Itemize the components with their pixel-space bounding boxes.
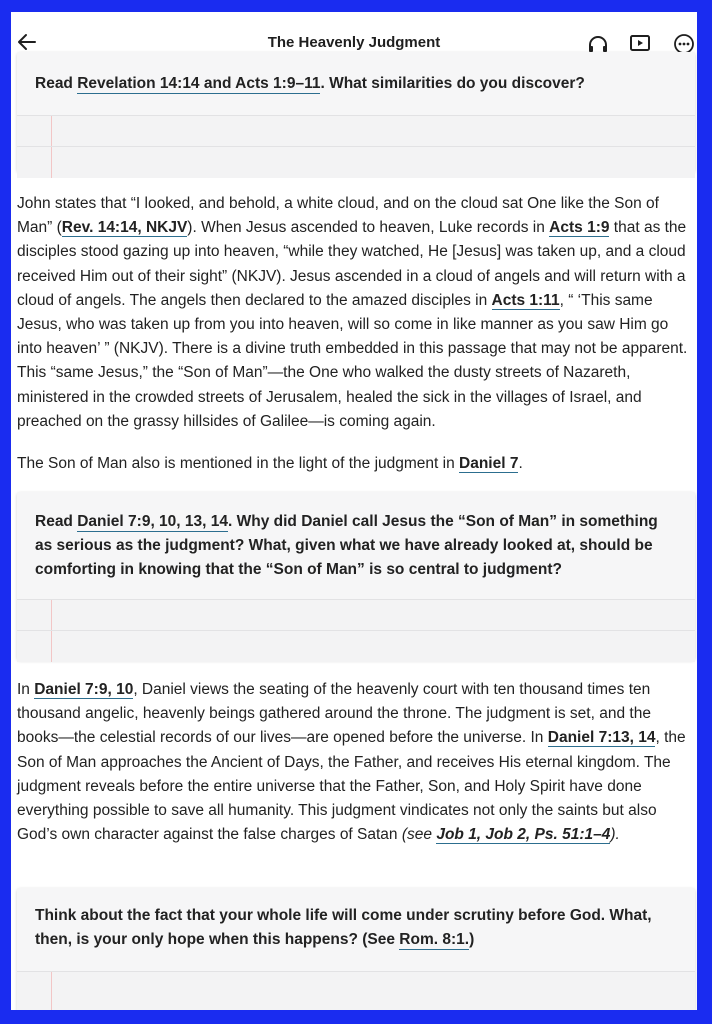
scripture-link[interactable]: Rev. 14:14, NKJV bbox=[61, 219, 188, 237]
body-paragraph: In Daniel 7:9, 10, Daniel views the seating of the heavenly court with ten thousand times ten thousand angelic, heavenly beings gathered around the throne. The judgment is set, and the books—the celestial records of our lives—are opened before the universe. In Daniel 7:13, 14, the Son of Man approaches the Ancient of Days, the Father, and receives His eternal kingdom. The judgment reveals before the entire universe that the Father, Son, and Holy Spirit have done everything possible to save all humanity. This judgment vindicates not only the saints but also God’s own character against the false charges of Satan (see Job 1, Job 2, Ps. 51:1–4). bbox=[17, 681, 686, 844]
answer-notes-area[interactable] bbox=[17, 115, 695, 178]
page-title: The Heavenly Judgment bbox=[267, 34, 441, 51]
answer-notes-area[interactable] bbox=[17, 971, 695, 1010]
question-text: Read Daniel 7:9, 10, 13, 14. Why did Daniel call Jesus the “Son of Man” in something as serious as the judgment? What, given what we have already looked at, should be comforting in knowing that the “Son of Man” is so central to judgment? bbox=[35, 513, 658, 578]
scripture-link[interactable]: Rom. 8:1. bbox=[399, 931, 470, 948]
scripture-link[interactable]: Job 1, Job 2, Ps. 51:1–4 bbox=[436, 826, 611, 844]
scripture-link[interactable]: Daniel 7:9, 10, 13, 14 bbox=[77, 513, 229, 530]
question-card bbox=[17, 888, 695, 1010]
reader-window bbox=[11, 12, 697, 1010]
question-card bbox=[17, 492, 695, 660]
scripture-link[interactable]: Acts 1:11 bbox=[491, 291, 560, 309]
question-card bbox=[17, 52, 695, 172]
question-text: Read Revelation 14:14 and Acts 1:9–11. What similarities do you discover? bbox=[35, 75, 585, 92]
scripture-link[interactable]: Daniel 7:13, 14 bbox=[547, 729, 656, 747]
scripture-link[interactable]: Revelation 14:14 and Acts 1:9–11 bbox=[77, 75, 321, 92]
answer-notes-area[interactable] bbox=[17, 599, 695, 662]
scripture-link[interactable]: Daniel 7 bbox=[459, 455, 519, 472]
body-paragraph: John states that “I looked, and behold, a white cloud, and on the cloud sat One like the Son of Man” (Rev. 14:14, NKJV). When Jesus ascended to heaven, Luke records in Acts 1:9 that as the disciples stood gazing up into heaven, “while they watched, He [Jesus] was taken up, and a cloud received Him out of their sight” (NKJV). Jesus ascended in a cloud of angels and will return with a cloud of angels. The angels then declared to the amazed disciples in Acts 1:11, “ ‘This same Jesus, who was taken up from you into heaven, will so come in like manner as you saw Him go into heaven’ ” (NKJV). There is a divine truth embedded in this passage that may not be apparent. This “same Jesus,” the “Son of Man”—the One who walked the dusty streets of Nazareth, ministered in the crowded streets of Jerusalem, healed the sick in the villages of Israel, and preached on the grassy hillsides of Galilee—is coming again. bbox=[17, 195, 688, 430]
question-text: Think about the fact that your whole life will come under scrutiny before God. What, then, is your only hope when this happens? (See Rom. 8:1.) bbox=[35, 907, 652, 948]
body-paragraph: The Son of Man also is mentioned in the light of the judgment in Daniel 7. bbox=[17, 455, 523, 472]
scripture-link[interactable]: Daniel 7:9, 10 bbox=[34, 681, 134, 698]
scripture-link[interactable]: Acts 1:9 bbox=[549, 219, 610, 237]
